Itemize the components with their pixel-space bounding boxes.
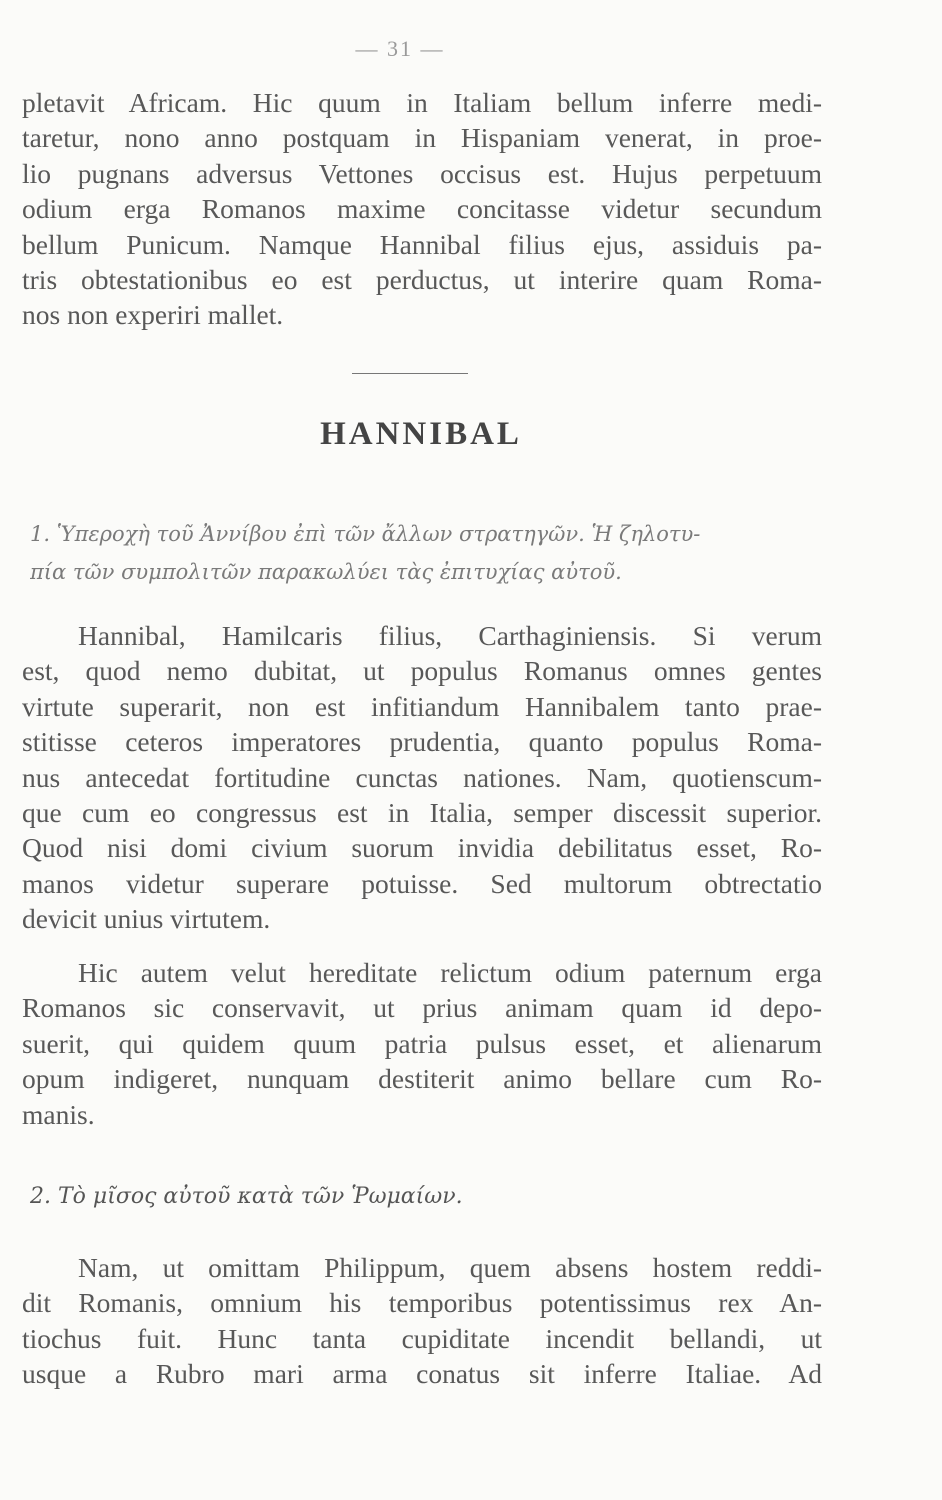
page-number: — 31 — (355, 36, 445, 61)
text-line: odium erga Romanos maxime concitasse videtur secundum (22, 193, 822, 225)
chapter-title: HANNIBAL (320, 416, 522, 452)
text-line: tiochus fuit. Hunc tanta cupiditate incendit bellandi, ut (22, 1322, 822, 1354)
text-line: est, quod nemo dubitat, ut populus Romanus omnes gentes (22, 655, 822, 687)
text-line: Quod nisi domi civium suorum invidia debilitatus esset, Ro- (22, 832, 822, 864)
text-line: tris obtestationibus eo est perductus, ut interire quam Roma- (22, 264, 822, 296)
text-line: manos videtur superare potuisse. Sed multorum obtrectatio (22, 867, 822, 899)
section-1-heading-line: 1. Ὑπεροχὴ τοῦ Ἀννίβου ἐπὶ τῶν ἄλλων στρατηγῶν. Ἡ ζηλοτυ- (30, 522, 701, 546)
paragraph-1 (22, 618, 822, 937)
text-line: bellum Punicum. Namque Hannibal filius ejus, assiduis pa- (22, 228, 822, 260)
section-1-heading-line: πία τῶν συμπολιτῶν παρακωλύει τὰς ἐπιτυχίας αὐτοῦ. (30, 560, 622, 584)
text-line: manis. (22, 1098, 95, 1130)
text-line: Hic autem velut hereditate relictum odium paternum erga (78, 957, 822, 988)
text-line: Romanos sic conservavit, ut prius animam quam id depo- (22, 992, 822, 1024)
intro-paragraph (22, 85, 822, 333)
text-line: Hannibal, Hamilcaris filius, Carthaginiensis. Si verum (78, 620, 822, 651)
text-line: dit Romanis, omnium his temporibus potentissimus rex An- (22, 1287, 822, 1319)
text-line: nos non experiri mallet. (22, 299, 284, 331)
text-line: devicit unius virtutem. (22, 903, 271, 935)
section-divider (352, 373, 468, 374)
text-line: opum indigeret, nunquam destiterit animo bellare cum Ro- (22, 1063, 822, 1095)
section-2-heading: 2. Τὸ μῖσος αὐτοῦ κατὰ τῶν Ῥωμαίων. (30, 1184, 463, 1209)
text-line: pletavit Africam. Hic quum in Italiam bellum inferre medi- (22, 87, 822, 118)
text-line: stitisse ceteros imperatores prudentia, quanto populus Roma- (22, 726, 822, 758)
text-line: taretur, nono anno postquam in Hispaniam venerat, in proe- (22, 122, 822, 154)
paragraph-3 (22, 1250, 822, 1392)
text-line: lio pugnans adversus Vettones occisus est. Hujus perpetuum (22, 157, 822, 189)
text-line: virtute superarit, non est infitiandum Hannibalem tanto prae- (22, 690, 822, 722)
text-line: Nam, ut omittam Philippum, quem absens hostem reddi- (78, 1252, 822, 1283)
text-line: nus antecedat fortitudine cunctas nationes. Nam, quotienscum- (22, 761, 822, 793)
text-line: que cum eo congressus est in Italia, semper discessit superior. (22, 797, 822, 829)
text-line: suerit, qui quidem quum patria pulsus esset, et alienarum (22, 1027, 822, 1059)
paragraph-2 (22, 955, 822, 1132)
text-line: usque a Rubro mari arma conatus sit inferre Italiae. Ad (22, 1358, 822, 1390)
